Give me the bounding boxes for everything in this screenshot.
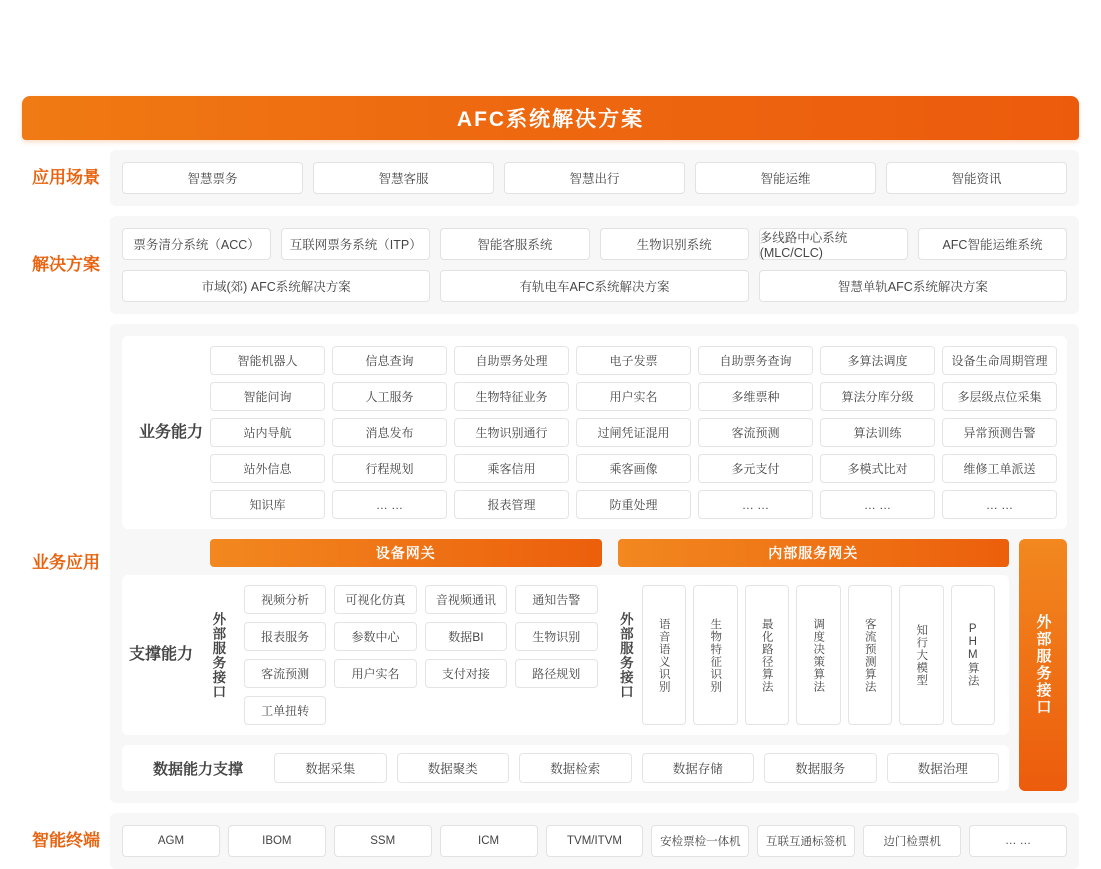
capability-cell[interactable]: 异常预测告警 bbox=[942, 418, 1057, 447]
section-solutions bbox=[22, 216, 1079, 314]
capability-cell[interactable]: 过闸凭证混用 bbox=[576, 418, 691, 447]
service-cell[interactable]: 视频分析 bbox=[244, 585, 326, 614]
service-cell[interactable]: 用户实名 bbox=[334, 659, 416, 688]
service-cell[interactable]: 支付对接 bbox=[425, 659, 507, 688]
data-cell[interactable]: 数据服务 bbox=[764, 753, 877, 783]
section-terminals bbox=[22, 813, 1079, 869]
section-scenarios bbox=[22, 150, 1079, 206]
service-cell[interactable]: 生物识别 bbox=[515, 622, 597, 651]
external-service-interface-left: 外部服务接口 bbox=[210, 611, 226, 699]
diagram-container bbox=[22, 96, 1079, 869]
capability-cell[interactable]: 站内导航 bbox=[210, 418, 325, 447]
scenarios-chip-list bbox=[122, 162, 1067, 194]
service-cell-empty bbox=[425, 696, 507, 723]
service-cell[interactable]: 通知告警 bbox=[515, 585, 597, 614]
terminal-item[interactable]: AGM bbox=[122, 825, 220, 857]
algorithm-cell[interactable]: 知行大模型 bbox=[899, 585, 944, 725]
service-cell[interactable]: 可视化仿真 bbox=[334, 585, 416, 614]
scenarios-label-line1: 应用 bbox=[32, 167, 66, 187]
capability-cell[interactable]: 站外信息 bbox=[210, 454, 325, 483]
terminal-item[interactable]: 互联互通标签机 bbox=[757, 825, 855, 857]
section-label-business-application bbox=[22, 324, 110, 803]
support-capability-left bbox=[122, 539, 1009, 791]
data-cell[interactable]: 数据检索 bbox=[519, 753, 632, 783]
scenario-item[interactable]: 智能运维 bbox=[695, 162, 876, 194]
support-service-grid bbox=[234, 585, 608, 725]
terminal-item[interactable]: 边门检票机 bbox=[863, 825, 961, 857]
service-cell[interactable]: 工单扭转 bbox=[244, 696, 326, 725]
capability-cell[interactable]: 自助票务处理 bbox=[454, 346, 569, 375]
capability-cell[interactable]: 电子发票 bbox=[576, 346, 691, 375]
capability-cell[interactable]: 多元支付 bbox=[698, 454, 813, 483]
capability-cell[interactable]: … … bbox=[942, 490, 1057, 519]
capability-cell[interactable]: 信息查询 bbox=[332, 346, 447, 375]
scenario-item[interactable]: 智慧出行 bbox=[504, 162, 685, 194]
section-label-scenarios bbox=[22, 150, 110, 206]
data-capability-title: 数据能力支撑 bbox=[152, 760, 243, 778]
algorithm-cell[interactable]: 最化路径算法 bbox=[745, 585, 790, 725]
terminal-item[interactable]: SSM bbox=[334, 825, 432, 857]
support-capability-title-line1: 支撑 bbox=[128, 646, 161, 664]
business-label-line1: 业务 bbox=[32, 553, 66, 573]
algorithm-cell[interactable]: 调度决策算法 bbox=[796, 585, 841, 725]
capability-cell[interactable]: 乘客画像 bbox=[576, 454, 691, 483]
data-cell[interactable]: 数据治理 bbox=[887, 753, 1000, 783]
scenarios-body bbox=[110, 150, 1079, 206]
capability-cell[interactable]: 维修工单派送 bbox=[942, 454, 1057, 483]
business-capability-title bbox=[132, 346, 210, 519]
capability-cell[interactable]: 消息发布 bbox=[332, 418, 447, 447]
capability-cell[interactable]: … … bbox=[698, 490, 813, 519]
capability-cell[interactable]: 客流预测 bbox=[698, 418, 813, 447]
capability-cell[interactable]: 生物识别通行 bbox=[454, 418, 569, 447]
terminal-item[interactable]: TVM/ITVM bbox=[546, 825, 644, 857]
service-cell[interactable]: 参数中心 bbox=[334, 622, 416, 651]
service-cell[interactable]: 报表服务 bbox=[244, 622, 326, 651]
service-cell-empty bbox=[334, 696, 416, 723]
section-business-application bbox=[22, 324, 1079, 803]
algorithm-cell[interactable]: 客流预测算法 bbox=[848, 585, 893, 725]
data-cell[interactable]: 数据聚类 bbox=[397, 753, 510, 783]
business-capability-title-line1: 业务 bbox=[138, 423, 171, 441]
solution-item[interactable]: 市域(郊) AFC系统解决方案 bbox=[122, 270, 430, 302]
algorithm-cell[interactable]: 生物特征识别 bbox=[693, 585, 738, 725]
section-label-solutions bbox=[22, 216, 110, 314]
capability-cell[interactable]: 乘客信用 bbox=[454, 454, 569, 483]
capability-cell[interactable]: 算法训练 bbox=[820, 418, 935, 447]
service-cell-empty bbox=[515, 696, 597, 723]
solution-item[interactable]: AFC智能运维系统 bbox=[918, 228, 1067, 260]
capability-cell[interactable]: 防重处理 bbox=[576, 490, 691, 519]
support-capability-title-line2: 能力 bbox=[161, 646, 194, 664]
solutions-label-line1: 解决 bbox=[32, 254, 66, 274]
scenario-item[interactable]: 智慧客服 bbox=[313, 162, 494, 194]
capability-cell[interactable]: 多算法调度 bbox=[820, 346, 935, 375]
capability-cell[interactable]: 自助票务查询 bbox=[698, 346, 813, 375]
algorithm-grid bbox=[642, 585, 1000, 725]
external-service-interface-right[interactable]: 外部服务接口 bbox=[1019, 539, 1067, 791]
scenario-item[interactable]: 智能资讯 bbox=[886, 162, 1067, 194]
capability-cell[interactable]: 多层级点位采集 bbox=[942, 382, 1057, 411]
capability-cell[interactable]: 知识库 bbox=[210, 490, 325, 519]
service-cell[interactable]: 客流预测 bbox=[244, 659, 326, 688]
data-cell[interactable]: 数据采集 bbox=[274, 753, 387, 783]
terminal-item[interactable]: 安检票检一体机 bbox=[651, 825, 749, 857]
capability-cell[interactable]: … … bbox=[820, 490, 935, 519]
capability-cell[interactable]: 行程规划 bbox=[332, 454, 447, 483]
capability-cell[interactable]: 报表管理 bbox=[454, 490, 569, 519]
terminal-item[interactable]: ICM bbox=[440, 825, 538, 857]
capability-cell[interactable]: 算法分库分级 bbox=[820, 382, 935, 411]
solutions-row-2 bbox=[122, 270, 1067, 302]
gateway-bar bbox=[122, 539, 1009, 567]
solutions-body bbox=[110, 216, 1079, 314]
solution-item[interactable]: 有轨电车AFC系统解决方案 bbox=[440, 270, 748, 302]
scenario-item[interactable]: 智慧票务 bbox=[122, 162, 303, 194]
business-label-line2: 应用 bbox=[66, 553, 100, 573]
terminal-chip-list bbox=[122, 825, 1067, 857]
terminal-item[interactable]: IBOM bbox=[228, 825, 326, 857]
solution-item[interactable]: 生物识别系统 bbox=[600, 228, 749, 260]
data-capability-support bbox=[122, 745, 1009, 791]
capability-cell[interactable]: … … bbox=[332, 490, 447, 519]
gateway-internal-service[interactable]: 内部服务网关 bbox=[618, 539, 1010, 567]
support-capability-title bbox=[122, 585, 200, 725]
solutions-label-line2: 方案 bbox=[66, 254, 100, 274]
section-label-terminals bbox=[22, 813, 110, 869]
service-cell[interactable]: 音视频通讯 bbox=[425, 585, 507, 614]
terminal-item[interactable]: … … bbox=[969, 825, 1067, 857]
business-capability-grid bbox=[210, 346, 1057, 519]
support-capability-main bbox=[122, 575, 1009, 735]
capability-cell[interactable]: 设备生命周期管理 bbox=[942, 346, 1057, 375]
algorithm-cell[interactable]: 语音语义识别 bbox=[642, 585, 687, 725]
solution-item[interactable]: 互联网票务系统（ITP） bbox=[281, 228, 430, 260]
terminals-label-line2: 终端 bbox=[66, 830, 100, 850]
capability-cell[interactable]: 智能问询 bbox=[210, 382, 325, 411]
capability-cell[interactable]: 人工服务 bbox=[332, 382, 447, 411]
service-cell[interactable]: 数据BI bbox=[425, 622, 507, 651]
diagram-title: AFC系统解决方案 bbox=[22, 96, 1079, 140]
capability-cell[interactable]: 多维票种 bbox=[698, 382, 813, 411]
business-capability-block bbox=[122, 336, 1067, 529]
external-service-interface-middle: 外部服务接口 bbox=[617, 611, 633, 699]
terminals-body bbox=[110, 813, 1079, 869]
capability-cell[interactable]: 用户实名 bbox=[576, 382, 691, 411]
solution-item[interactable]: 多线路中心系统(MLC/CLC) bbox=[759, 228, 908, 260]
capability-cell[interactable]: 智能机器人 bbox=[210, 346, 325, 375]
solution-item[interactable]: 智慧单轨AFC系统解决方案 bbox=[759, 270, 1067, 302]
capability-cell[interactable]: 生物特征业务 bbox=[454, 382, 569, 411]
scenarios-label-line2: 场景 bbox=[66, 167, 100, 187]
solution-item[interactable]: 票务清分系统（ACC） bbox=[122, 228, 271, 260]
gateway-device[interactable]: 设备网关 bbox=[210, 539, 602, 567]
algorithm-cell[interactable]: PHM算法 bbox=[951, 585, 996, 725]
terminals-label-line1: 智能 bbox=[32, 830, 66, 850]
solution-item[interactable]: 智能客服系统 bbox=[440, 228, 589, 260]
service-cell[interactable]: 路径规划 bbox=[515, 659, 597, 688]
business-application-body bbox=[110, 324, 1079, 803]
data-capability-items bbox=[274, 753, 999, 783]
solutions-row-1 bbox=[122, 228, 1067, 260]
data-cell[interactable]: 数据存储 bbox=[642, 753, 755, 783]
business-capability-title-line2: 能力 bbox=[171, 423, 204, 441]
support-capability-block bbox=[122, 539, 1067, 791]
capability-cell[interactable]: 多模式比对 bbox=[820, 454, 935, 483]
